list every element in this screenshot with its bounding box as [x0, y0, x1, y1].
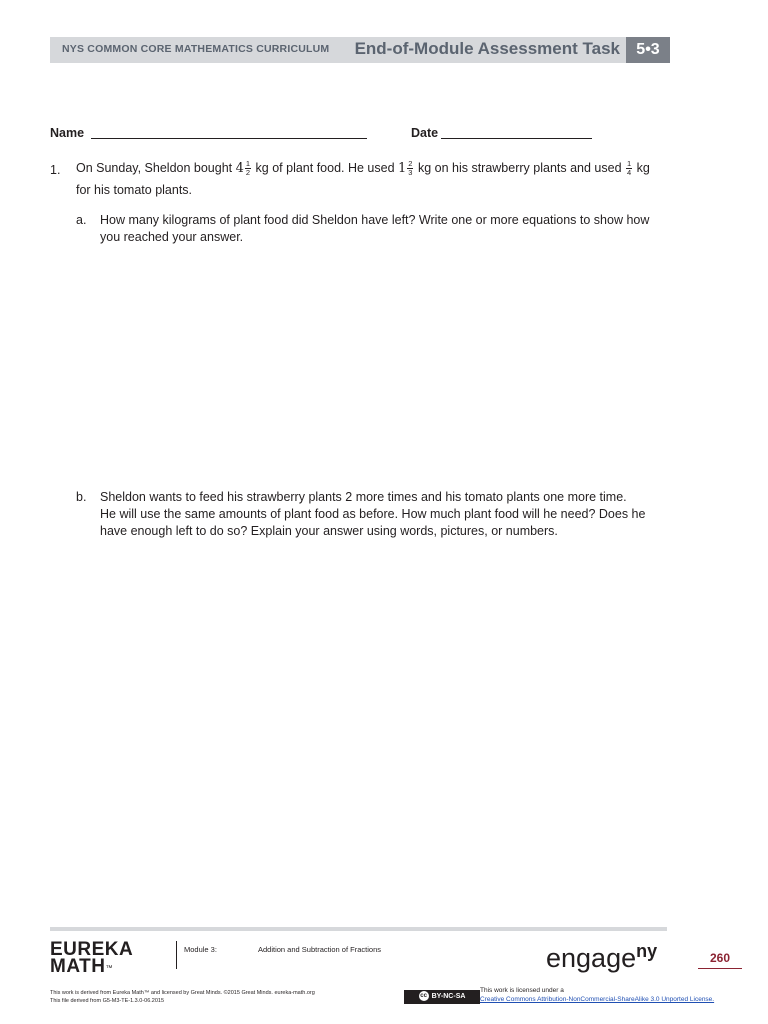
- logo-trademark: ™: [105, 965, 113, 972]
- fraction-numerator: 2: [408, 159, 413, 169]
- ny-text: ny: [636, 941, 658, 961]
- question-text-part: kg: [633, 161, 650, 175]
- logo-line-2: [50, 958, 160, 977]
- name-label: Name: [50, 126, 85, 140]
- question-1-stem: [76, 160, 676, 177]
- mixed-number-whole: 1: [398, 161, 407, 176]
- assessment-task-title: End-of-Module Assessment Task: [354, 39, 620, 58]
- page-number: 260: [709, 951, 731, 965]
- license-line-1: This work is licensed under a: [480, 987, 564, 994]
- fraction-denominator: 2: [245, 168, 251, 178]
- credit-line-1: This work is derived from Eureka Math™ and licensed by Great Minds. ©2015 Great Minds. eureka-math.org: [50, 990, 315, 996]
- module-label: Module 3:: [184, 945, 217, 954]
- fraction-numerator: 1: [627, 159, 632, 169]
- eureka-math-logo: [50, 941, 160, 977]
- mixed-number-whole: 4: [235, 161, 244, 176]
- part-a-line-2: you reached your answer.: [100, 230, 244, 244]
- credit-line-2: This file derived from G5-M3-TE-1.3.0-06.2015: [50, 998, 165, 1004]
- part-b-line-1: Sheldon wants to feed his strawberry plants 2 more times and his tomato plants one more time.: [100, 490, 627, 504]
- module-title: Addition and Subtraction of Fractions: [258, 945, 381, 954]
- question-text-part: kg of plant food. He used: [252, 161, 399, 175]
- grade-module-badge: 5•3: [626, 37, 670, 63]
- fraction: [245, 160, 251, 177]
- fraction-denominator: 3: [408, 168, 413, 178]
- name-field[interactable]: [91, 126, 367, 139]
- creative-commons-badge-icon[interactable]: [404, 990, 480, 1004]
- curriculum-title: NYS COMMON CORE MATHEMATICS CURRICULUM: [62, 43, 330, 55]
- cc-circle-icon: cc: [420, 993, 427, 1000]
- part-a-line-1: How many kilograms of plant food did Sheldon have left? Write one or more equations to show how: [100, 213, 650, 227]
- question-number: 1.: [50, 163, 61, 177]
- date-field[interactable]: [441, 126, 592, 139]
- engage-text: engage: [546, 943, 637, 973]
- footer-divider: [50, 927, 667, 931]
- part-b-label: b.: [76, 490, 87, 504]
- cc-badge-text: BY-NC-SA: [431, 993, 466, 1000]
- question-1-line-2: for his tomato plants.: [76, 183, 193, 197]
- part-b-answer-space[interactable]: [76, 550, 676, 910]
- question-text-part: kg on his strawberry plants and used: [414, 161, 625, 175]
- logo-line-2-text: MATH: [50, 956, 106, 977]
- license-link[interactable]: Creative Commons Attribution-NonCommercial-ShareAlike 3.0 Unported License.: [480, 996, 715, 1003]
- part-b-line-3: have enough left to do so? Explain your answer using words, pictures, or numbers.: [100, 524, 558, 538]
- fraction-numerator: 1: [245, 159, 251, 169]
- fraction-denominator: 4: [627, 168, 632, 178]
- question-text-part: On Sunday, Sheldon bought: [76, 161, 236, 175]
- engageny-logo: [546, 941, 657, 974]
- part-b-line-2: He will use the same amounts of plant food as before. How much plant food will he need? Does he: [100, 507, 646, 521]
- date-label: Date: [411, 126, 439, 140]
- part-a-label: a.: [76, 213, 87, 227]
- page-number-underline: [698, 968, 742, 969]
- module-header-bar: [50, 37, 670, 63]
- module-divider: [176, 941, 177, 969]
- logo-line-1: EUREKA: [50, 939, 134, 960]
- fraction: [626, 160, 632, 177]
- part-a-answer-space[interactable]: [76, 255, 676, 475]
- fraction: [407, 160, 413, 177]
